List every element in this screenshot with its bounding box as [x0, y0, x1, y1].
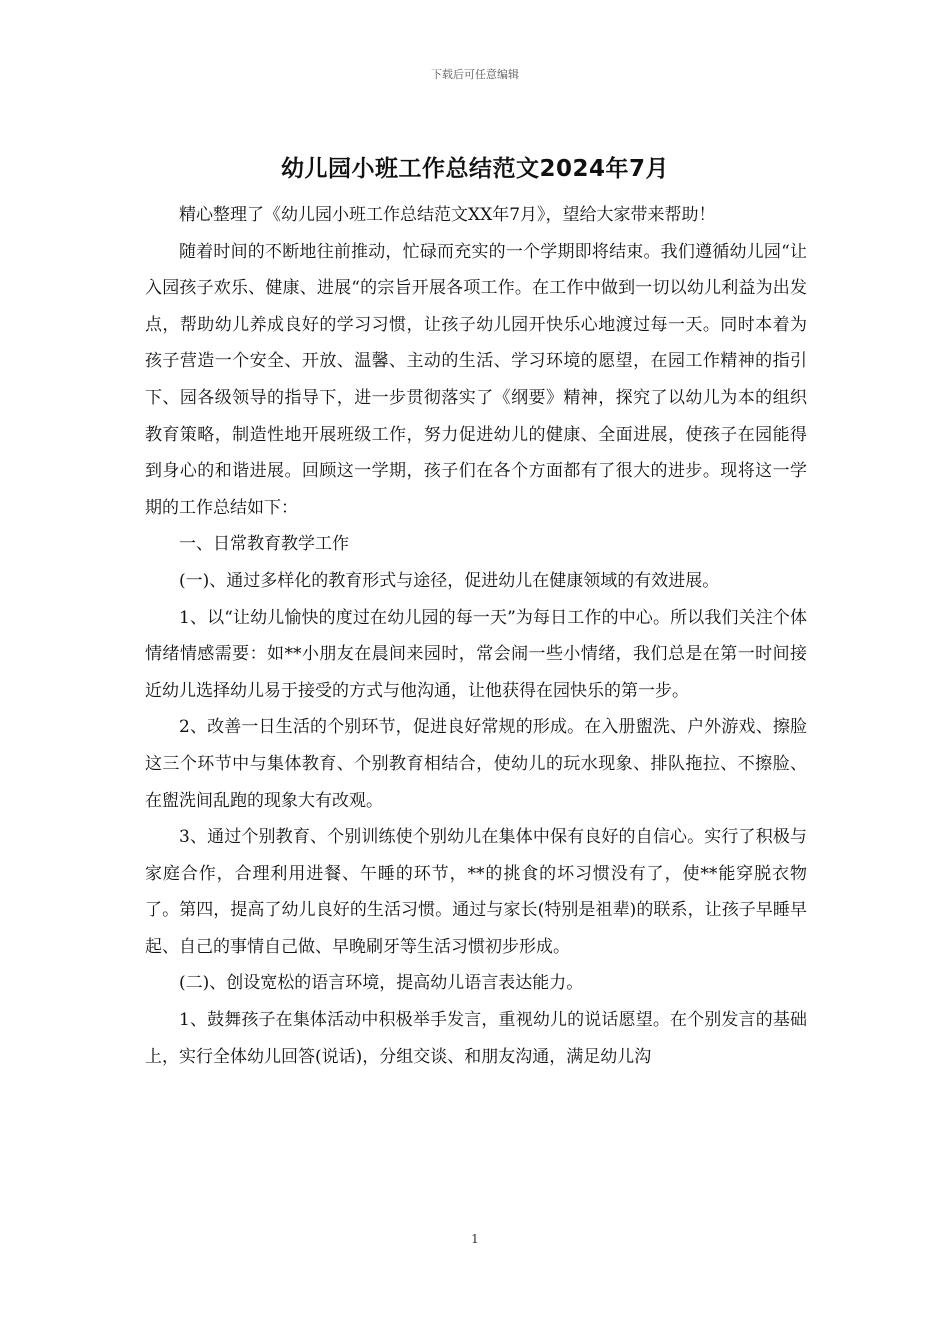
section-heading: 一、日常教育教学工作: [179, 534, 349, 555]
overview-paragraph: 随着时间的不断地往前推动，忙碌而充实的一个学期即将结束。我们遵循幼儿园“让入园孩子欢乐、健康、进展“的宗旨开展各项工作。在工作中做到一切以幼儿利益为出发点，帮助幼儿养成良好的学习习惯，让孩子幼儿园开快乐心地渡过每一天。同时本着为孩子营造一个安全、开放、温馨、主动的生活、学习环境的愿望，在园工作精神的指引下、园各级领导的指导下，进一步贯彻落实了《纲要》精神，探究了以幼儿为本的组织教育策略，制造性地开展班级工作，努力促进幼儿的健康、全面进展，使孩子在园能得到身心的和谐进展。回顾这一学期，孩子们在各个方面都有了很大的进步。现将这一学期的工作总结如下：: [145, 241, 807, 518]
page-header: 下载后可任意编辑: [431, 68, 519, 81]
intro-paragraph: 精心整理了《幼儿园小班工作总结范文XX年7月》，望给大家带来帮助！: [179, 205, 716, 225]
item-paragraph: 1、鼓舞孩子在集体活动中积极举手发言，重视幼儿的说话愿望。在个别发言的基础上，实行全体幼儿回答(说话)，分组交谈、和朋友沟通，满足幼儿沟: [145, 1010, 807, 1067]
subsection-heading: (二)、创设宽松的语言环境，提高幼儿语言表达能力。: [179, 973, 584, 994]
document-title: 幼儿园小班工作总结范文2024年7月: [280, 156, 670, 182]
item-paragraph: 2、改善一日生活的个别环节，促进良好常规的形成。在入册盥洗、户外游戏、擦脸这三个环节中与集体教育、个别教育相结合，使幼儿的玩水现象、排队拖拉、不擦脸、在盥洗间乱跑的现象大有改观。: [145, 717, 807, 811]
item-paragraph: 1、以“让幼儿愉快的度过在幼儿园的每一天”为每日工作的中心。所以我们关注个体情绪情感需要：如**小朋友在晨间来园时，常会闹一些小情绪，我们总是在第一时间接近幼儿选择幼儿易于接受的方式与他沟通，让他获得在园快乐的第一步。: [145, 607, 807, 701]
item-paragraph: 3、通过个别教育、个别训练使个别幼儿在集体中保有良好的自信心。实行了积极与家庭合作，合理利用进餐、午睡的环节，**的挑食的坏习惯没有了，使**能穿脱衣物了。第四，提高了幼儿良好的生活习惯。通过与家长(特别是祖辈)的联系，让孩子早睡早起、自己的事情自己做、早晚刷牙等生活习惯初步形成。: [145, 827, 807, 957]
document-body: [145, 197, 807, 1075]
page-number: 1: [471, 1232, 479, 1246]
subsection-heading: (一)、通过多样化的教育形式与途径，促进幼儿在健康领域的有效进展。: [179, 570, 720, 591]
